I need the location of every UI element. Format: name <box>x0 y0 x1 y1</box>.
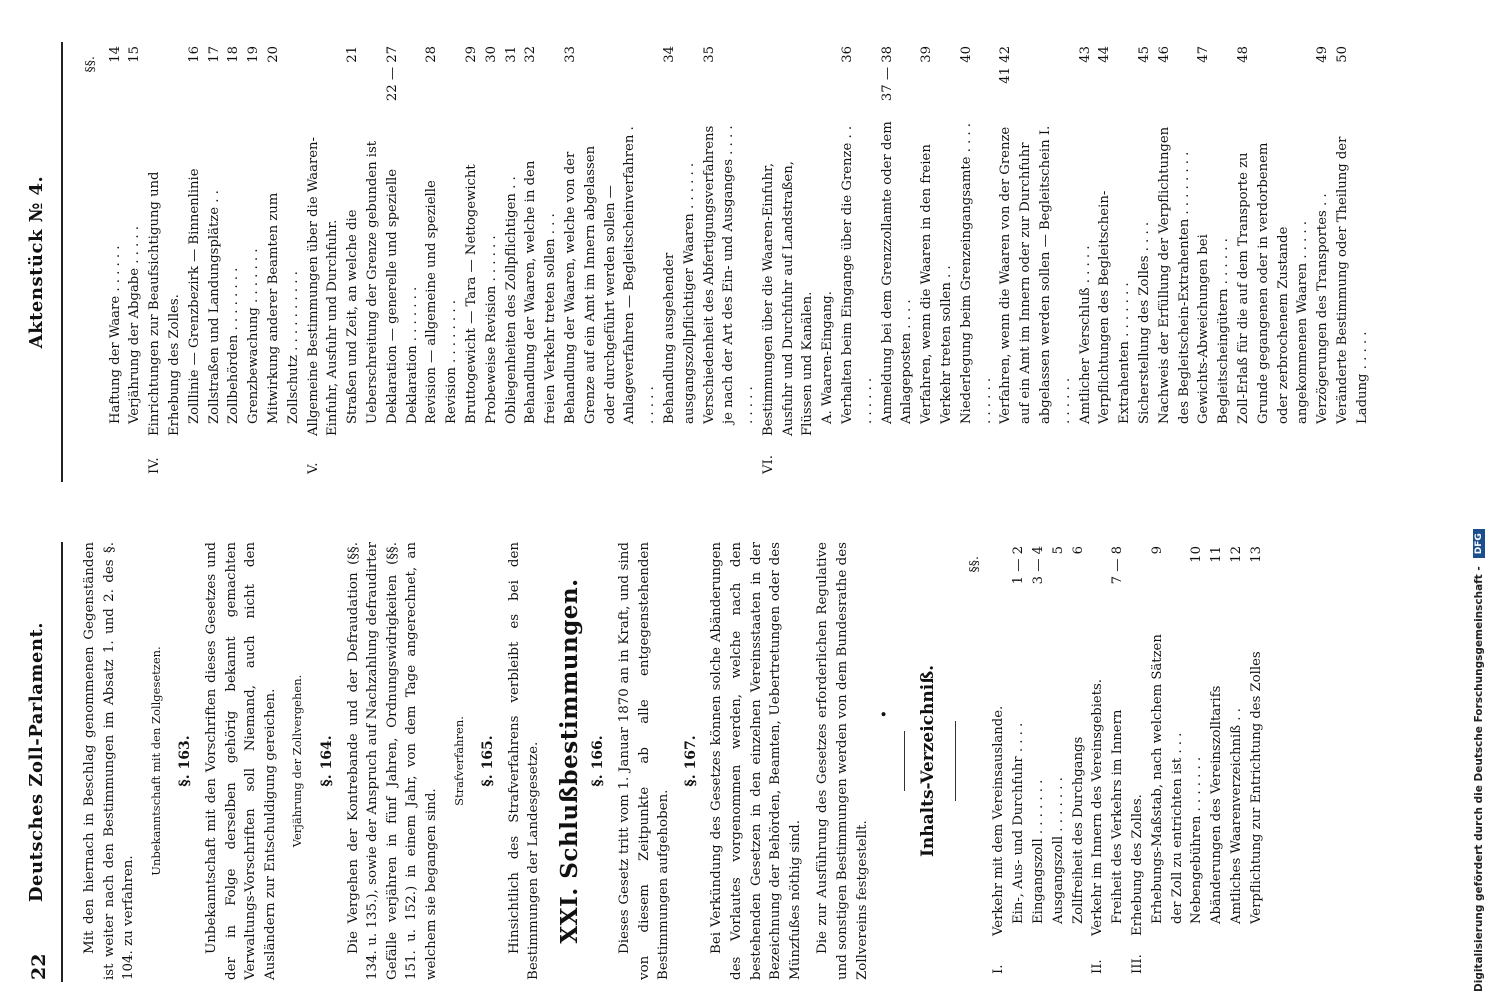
toc-entry <box>989 542 1009 980</box>
toc-paragraph-ref: 14 <box>107 46 123 63</box>
toc-entry <box>482 42 502 480</box>
toc-paragraph-ref: 5 <box>1050 546 1066 555</box>
toc-paragraph-ref: 40 <box>958 46 974 63</box>
toc-entry-text: Verpflichtungen des Begleitschein-Extrahenten . . . . . . . <box>1097 190 1133 424</box>
sec163-label: Unbekanntschaft mit den Zollgesetzen. <box>148 646 163 876</box>
toc-entry-text: Revision — allgemeine und spezielle Revision . . . . . . . . <box>424 180 460 424</box>
header-rule <box>61 42 63 482</box>
toc-entry <box>660 42 700 480</box>
toc-entry-text: Amtlicher Verschluß . . . . . <box>1077 245 1093 424</box>
toc-section-number: V. <box>305 462 321 474</box>
toc-entry <box>502 42 522 480</box>
toc-entry-text: Abänderungen des Vereinszolltarifs <box>1209 685 1225 924</box>
toc-entry-text: Verschiedenheit des Abfertigungsverfahrens je nach der Art des Ein- und Ausganges . . . . . . . . . <box>701 125 757 424</box>
toc-entry <box>383 42 423 480</box>
left-column <box>0 530 1264 1000</box>
toc-paragraph-ref: 47 <box>1196 46 1212 63</box>
toc-section-number: I. <box>991 964 1007 974</box>
toc-entry-text: A. Waaren-Eingang. <box>820 291 836 424</box>
toc-paragraph-ref: 35 <box>701 46 717 63</box>
intro-paragraph: Mit den hiernach in Beschlag genommenen Gegenständen ist weiter nach den Bestimmungen im Absatz 1. und 2. des §. 104. zu verfahren. <box>82 542 137 980</box>
toc-entry <box>878 42 918 480</box>
ink-dot: • <box>877 710 894 719</box>
toc-entry <box>818 42 838 480</box>
sec167-heading: §. 167. <box>682 735 699 787</box>
toc-entry-text: Ausgangszoll . . . . . . . <box>1050 777 1066 924</box>
toc-entry <box>521 42 561 480</box>
toc-entry <box>224 42 244 480</box>
toc-entry-text: Obliegenheiten des Zollpflichtigen . . <box>503 176 519 424</box>
toc-title-rule <box>955 721 956 801</box>
toc-paragraph-ref: 34 <box>661 46 677 63</box>
toc-entry-text: Verhalten beim Eingange über die Grenze . . . . . . . . <box>840 125 875 424</box>
toc-entry <box>1128 542 1148 980</box>
page-header-right <box>22 44 56 480</box>
toc-entry <box>1313 42 1333 480</box>
toc-paragraph-ref: 10 <box>1189 546 1205 563</box>
toc-entry-text: Erhebungs-Maßstab, nach welchem Sätzen der Zoll zu entrichten ist . . . <box>1149 634 1185 924</box>
sec167-text-1: Bei Verkündung des Gesetzes können solche Abänderungen des Vorlautes vorgenommen werden, welche nach den bestehenden Gesetzen in den einzelnen Vereinsstaaten in der Bezeichnung der Behörden, Beamten, Uebertretungen oder des Münzfußes nöthig sind. <box>709 542 803 980</box>
toc-paragraph-ref: 48 <box>1236 46 1252 63</box>
toc-entry-text: Freiheit des Verkehrs im Innern <box>1110 709 1126 924</box>
header-rule <box>61 542 63 982</box>
toc-paragraph-ref: 41 42 <box>998 46 1014 84</box>
toc-entry <box>422 42 462 480</box>
toc-entry-text: Einrichtungen zur Beaufsichtigung und Erhebung des Zolles. <box>147 171 182 436</box>
toc-entry-text: Verkehr im Innern des Vereinsgebiets. <box>1090 679 1106 936</box>
sec163-text: Unbekanntschaft mit den Vorschriften dieses Gesetzes und der in Folge derselben gehörig bekannt gemachten Verwaltungs-Vorschriften soll Niemand, auch nicht den Ausländern zur Entschuldigung gereichen. <box>203 542 278 980</box>
toc-paragraph-ref: 9 <box>1149 546 1165 555</box>
toc-entry-text: Niederlegung beim Grenzeingangsamte . . . . . . . . . . <box>958 123 994 424</box>
toc-paragraph-ref: 39 <box>919 46 935 63</box>
toc-entry-text: Straßen und Zeit, an welche die Ueberschreitung der Grenze gebunden ist <box>345 140 380 424</box>
running-head-right: Aktenstück № 4. <box>26 175 47 349</box>
toc-entry-text: Probeweise Revision . . . . . . <box>483 235 499 424</box>
toc-entry-text: Verkehr mit dem Vereinsauslande. <box>991 705 1007 936</box>
sec165-text: Hinsichtlich des Strafverfahrens verbleibt es bei den Bestimmungen der Landesgesetze. <box>506 542 542 980</box>
toc-entry <box>1076 42 1096 480</box>
sec164-label: Verjährung der Zollvergehen. <box>290 674 305 848</box>
toc-entry <box>1207 542 1227 980</box>
toc-paragraph-ref: 32 <box>523 46 539 63</box>
toc-entry <box>244 42 264 480</box>
toc-paragraph-ref: 37 — 38 <box>879 46 895 102</box>
toc-entry <box>957 42 997 480</box>
toc-entry <box>304 42 344 480</box>
toc-paragraph-ref: 15 <box>127 46 143 63</box>
toc-list-left <box>989 542 1266 980</box>
toc-paragraph-ref: 44 <box>1097 46 1113 63</box>
sec165-label: Strafverfahren. <box>451 716 466 806</box>
toc-entry <box>1108 542 1128 980</box>
toc-entry <box>1247 542 1267 980</box>
toc-paragraph-ref: 6 <box>1070 546 1086 555</box>
toc-entry <box>1234 42 1313 480</box>
sec165-heading: §. 165. <box>480 735 497 787</box>
digitization-note: Digitalisierung gefördert durch die Deutsche Forschungsgemeinschaft - <box>1473 566 1485 992</box>
toc-paragraph-ref: 50 <box>1335 46 1350 63</box>
toc-entry <box>1194 42 1234 480</box>
toc-entry <box>1095 42 1135 480</box>
toc-entry <box>1069 542 1089 980</box>
toc-entry <box>838 42 878 480</box>
sec164-text: Die Vergehen der Kontrebande und der Defraudation (§§. 134. u. 135.), sowie der Anspruch auf Nachzahlung defraudirter Gefälle verjähren in fünf Jahren, Ordnungswidrigkeiten (§§. 151. u. 152.) in einem Jahr, von dem Tage angerechnet, an welchem sie begangen sind. <box>345 542 439 980</box>
toc-entry-text: Anmeldung bei dem Grenzzollamte oder dem Anlageposten . . . . <box>879 121 915 424</box>
toc-entry-text: Deklaration — generelle und spezielle Deklaration . . . . . . . <box>384 168 420 424</box>
toc-paragraph-ref: 20 <box>265 46 281 63</box>
toc-entry <box>1155 42 1195 480</box>
dfg-logo: DFG <box>1473 529 1485 558</box>
right-column <box>0 30 1370 500</box>
toc-paragraph-ref: 12 <box>1228 546 1244 563</box>
toc-section-number: IV. <box>147 457 163 474</box>
toc-paragraph-ref: 18 <box>226 46 242 63</box>
toc-paragraph-ref: 36 <box>840 46 856 63</box>
toc-entry <box>917 42 957 480</box>
right-body <box>80 42 1373 480</box>
toc-entry-text: Haftung der Waare . . . . . . <box>107 245 123 424</box>
toc-entry-text: Allgemeine Bestimmungen über die Waaren-Einfuhr, Ausfuhr und Durchfuhr. <box>305 136 341 436</box>
toc-entry-text: Verzögerungen des Transportes . . <box>1315 193 1331 424</box>
toc-paragraph-ref: 31 <box>503 46 519 63</box>
toc-entry-text: Zolllinie — Grenzbezirk — Binnenlinie <box>186 168 202 424</box>
toc-paragraph-ref: 22 — 27 <box>384 46 400 102</box>
toc-entry-text: Behandlung ausgehender ausgangszollpflichtiger Waaren . . . . . . <box>661 162 697 424</box>
toc-entry-text: Behandlung der Waaren, welche in den freien Verkehr treten sollen . . . <box>523 160 559 424</box>
toc-entry <box>343 42 383 480</box>
toc-paragraph-ref: 43 <box>1077 46 1093 63</box>
toc-entry <box>462 42 482 480</box>
toc-entry <box>145 42 185 480</box>
toc-entry-text: Nachweis der Erfüllung der Verpflichtungen des Begleitschein-Extrahenten . . . . . . . . <box>1156 126 1192 424</box>
toc-entry <box>1148 542 1188 980</box>
toc-paragraph-ref: 30 <box>483 46 499 63</box>
toc-entry <box>1333 42 1373 480</box>
toc-entry <box>106 42 126 480</box>
toc-entry <box>1088 542 1108 980</box>
toc-entry <box>1049 542 1069 980</box>
digitization-stamp <box>1472 2 1486 992</box>
toc-entry-text: Verpflichtung zur Entrichtung des Zolles <box>1248 651 1264 924</box>
toc-paragraph-ref: 46 <box>1156 46 1172 63</box>
toc-entry-text: Behandlung der Waaren, welche von der Grenze auf ein Amt im Innern abgelassen oder durchgeführt werden sollen — Anlageverfahren — Begleitscheinverfahren . . . . . . <box>562 126 658 424</box>
page-number: 22 <box>28 953 50 980</box>
toc-paragraph-ref: 16 <box>186 46 202 63</box>
toc-entry-text: Erhebung des Zolles. <box>1129 794 1145 936</box>
toc-entry <box>1227 542 1247 980</box>
toc-section-number: III. <box>1129 954 1145 974</box>
toc-paragraph-ref: 28 <box>424 46 440 63</box>
sec163-heading: §. 163. <box>177 735 194 787</box>
toc-entry-text: Grenzbewachung . . . . . . . <box>246 248 262 424</box>
toc-section-number: VI. <box>760 455 776 474</box>
toc-entry <box>185 42 205 480</box>
toc-entry <box>759 42 818 480</box>
toc-entry-text: Sicherstellung des Zolles . . . . <box>1137 221 1153 424</box>
toc-entry <box>996 42 1075 480</box>
sec164-heading: §. 164. <box>318 735 335 787</box>
left-body <box>80 542 1267 980</box>
sec167-text-2: Die zur Ausführung des Gesetzes erforderlichen Regulative und sonstigen Bestimmungen werden von dem Bundesrathe des Zollvereins festgestellt. <box>815 542 870 980</box>
running-head-left: Deutsches Zoll-Parlament. <box>26 621 47 903</box>
toc-paragraph-ref: 13 <box>1248 546 1264 563</box>
toc-paragraph-ref: 33 <box>562 46 578 63</box>
toc-entry-text: Verjährung der Abgabe . . . . . <box>127 226 143 424</box>
toc-entry-text: Zollbehörden . . . . . . . . <box>226 267 242 424</box>
toc-entry <box>125 42 145 480</box>
toc-paragraph-ref: 1 — 2 <box>1011 546 1027 585</box>
toc-entry-text: Amtliches Waarenverzeichniß . . <box>1228 708 1244 924</box>
toc-paragraph-ref: 19 <box>246 46 262 63</box>
toc-paragraph-ref: 45 <box>1137 46 1153 63</box>
toc-entry-text: Bestimmungen über die Waaren-Einfuhr, Ausfuhr und Durchfuhr auf Landstraßen, Flüssen und Kanälen. <box>760 161 816 436</box>
toc-paragraph-ref: 29 <box>463 46 479 63</box>
toc-entry <box>561 42 660 480</box>
toc-entry <box>264 42 304 480</box>
toc-entry-text: Zoll-Erlaß für die auf dem Transporte zu Grunde gegangenen oder in verdorbenem oder zerbrochenem Zustande angekommenen Waaren . . . . . <box>1236 142 1311 424</box>
sec166-text: Dieses Gesetz tritt vom 1. Januar 1870 an in Kraft, und sind von diesem Zeitpunkte ab alle entgegenstehenden Bestimmungen aufgehoben. <box>617 542 672 980</box>
toc-entry <box>1009 542 1029 980</box>
toc-ref-header: §§. <box>82 56 97 73</box>
toc-entry-text: Gewichts-Abweichungen bei Begleitscheingütern . . . . . . <box>1196 234 1232 424</box>
toc-ref-header: §§. <box>965 556 981 573</box>
toc-entry-text: Ein-, Aus- und Durchfuhr . . . . <box>1011 722 1027 924</box>
sec166-heading: §. 166. <box>590 735 607 787</box>
toc-entry-text: Bruttogewicht — Tara — Nettogewicht <box>463 164 479 424</box>
toc-list-right <box>106 42 1373 480</box>
toc-entry <box>700 42 759 480</box>
toc-entry-text: Zollstraßen und Landungsplätze . . <box>206 190 222 424</box>
toc-entry-text: Mitwirkung anderer Beamten zum Zollschutz . . . . . . . . . . <box>265 192 301 424</box>
toc-entry <box>1187 542 1207 980</box>
toc-section-number: II. <box>1090 959 1106 974</box>
section-end-rule <box>904 731 905 791</box>
toc-entry-text: Eingangszoll . . . . . . . <box>1030 779 1046 924</box>
toc-paragraph-ref: 21 <box>345 46 361 63</box>
toc-paragraph-ref: 49 <box>1315 46 1331 63</box>
section-title: XXI. Schlußbestimmungen. <box>555 578 583 944</box>
toc-entry-text: Nebengebühren . . . . . . . <box>1189 756 1205 924</box>
toc-entry-text: Verfahren, wenn die Waaren von der Grenze auf ein Amt im Innern oder zur Durchfuhr abgelassen werden sollen — Begleitschein I. . . . . . . <box>998 125 1073 424</box>
toc-entry-text: Verfahren, wenn die Waaren in den freien Verkehr treten sollen . . <box>919 144 955 424</box>
toc-entry <box>1135 42 1155 480</box>
toc-entry-text: Zollfreiheit des Durchgangs <box>1070 736 1086 924</box>
toc-paragraph-ref: 7 — 8 <box>1110 546 1126 585</box>
toc-entry <box>205 42 225 480</box>
toc-entry <box>1029 542 1049 980</box>
toc-entry-text: Veränderte Bestimmung oder Theilung der Ladung . . . . . <box>1335 136 1370 424</box>
toc-paragraph-ref: 11 <box>1209 546 1225 563</box>
page-header-left <box>22 544 56 980</box>
toc-paragraph-ref: 17 <box>206 46 222 63</box>
toc-title: Inhalts-Verzeichniß. <box>918 664 939 858</box>
toc-paragraph-ref: 3 — 4 <box>1030 546 1046 585</box>
